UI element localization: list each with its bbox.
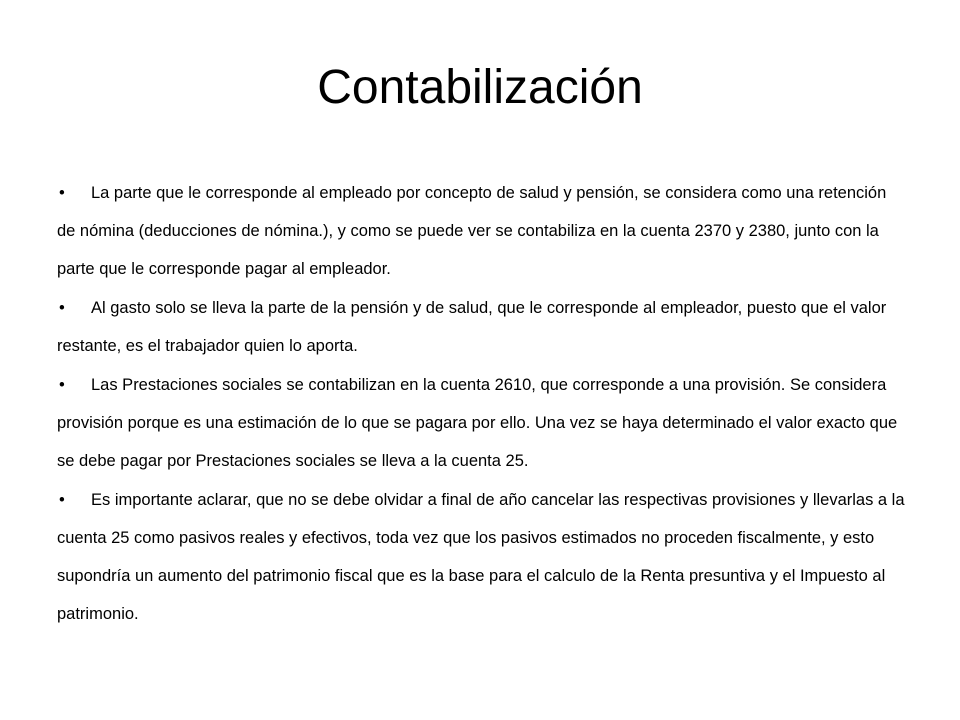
bullet-dot-icon: •	[59, 299, 65, 317]
slide-body	[57, 174, 909, 634]
bullet-item	[57, 366, 909, 480]
bullet-dot-icon: •	[59, 491, 65, 509]
bullet-item	[57, 289, 909, 365]
slide-title: Contabilización	[317, 61, 643, 114]
bullet-item	[57, 481, 909, 633]
bullet-text: Al gasto solo se lleva la parte de la pensión y de salud, que le corresponde al empleador, puesto que el valor restante, es el trabajador quien lo aporta.	[57, 299, 887, 355]
bullet-list	[57, 174, 909, 633]
bullet-item	[57, 174, 909, 288]
bullet-text: La parte que le corresponde al empleado por concepto de salud y pensión, se considera como una retención de nómina (deducciones de nómina.), y como se puede ver se contabiliza en la cuenta 2370 y 2380, junto con la parte que le corresponde pagar al empleador.	[57, 184, 887, 278]
bullet-text: Es importante aclarar, que no se debe olvidar a final de año cancelar las respectivas provisiones y llevarlas a la cuenta 25 como pasivos reales y efectivos, toda vez que los pasivos estimados no proceden fiscalmente, y esto supondría un aumento del patrimonio fiscal que es la base para el calculo de la Renta presuntiva y el Impuesto al patrimonio.	[57, 491, 905, 623]
bullet-dot-icon: •	[59, 184, 65, 202]
bullet-text: Las Prestaciones sociales se contabilizan en la cuenta 2610, que corresponde a una provisión. Se considera provisión porque es una estimación de lo que se pagara por ello. Una vez se haya determinado el valor exacto que se debe pagar por Prestaciones sociales se lleva a la cuenta 25.	[57, 376, 898, 470]
bullet-dot-icon: •	[59, 376, 65, 394]
